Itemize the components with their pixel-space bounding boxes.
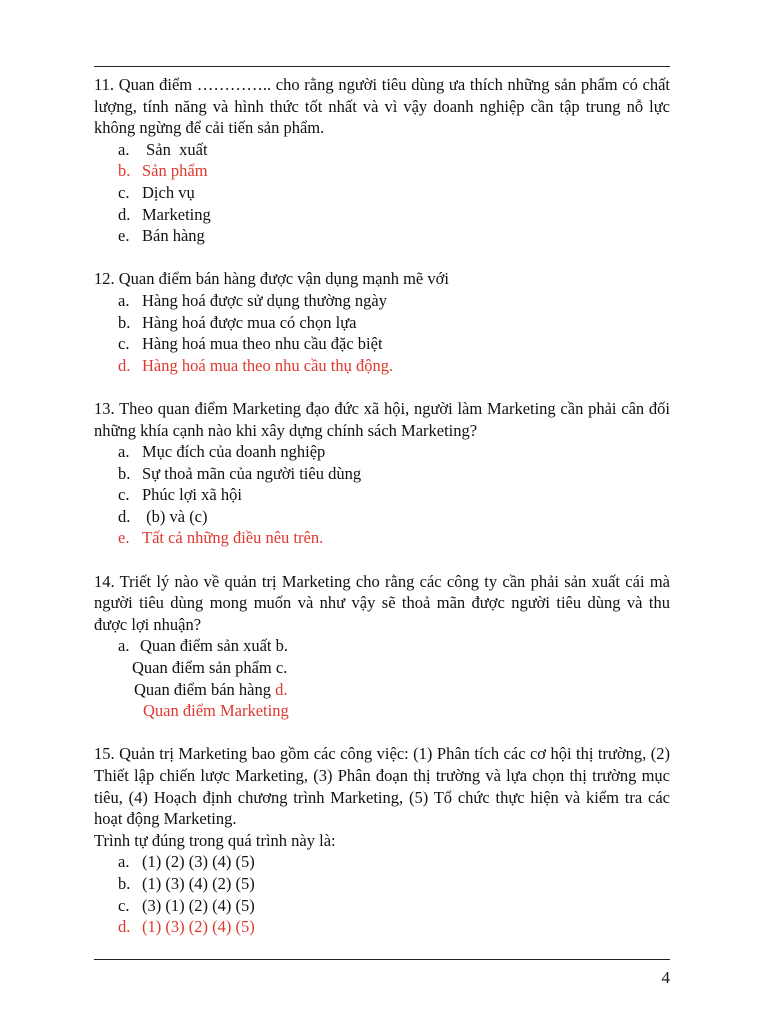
option-d: d. Marketing <box>118 204 211 224</box>
option-a: a. Mục đích của doanh nghiệp <box>118 442 326 462</box>
option-line-3: Quan điểm bán hàng d. <box>134 679 288 699</box>
question-text: 11. Quan điểm ………….. cho rằng người tiêu dùng ưa thích những sản phẩm có chất lượng, tính năng và hình thức tốt nhất và vì vậy doanh nghiệp cần tập trung nỗ lực không ngừng để cải tiến sản phẩm. <box>94 75 670 138</box>
footer-rule <box>94 959 670 960</box>
question-15 <box>94 743 670 937</box>
option-e-correct: e. Tất cả những điều nêu trên. <box>118 528 324 548</box>
options-list <box>94 441 670 549</box>
page-number: 4 <box>661 968 670 987</box>
option-c: c. Dịch vụ <box>118 182 195 202</box>
option-a: a. (1) (2) (3) (4) (5) <box>118 852 255 872</box>
options-list <box>94 851 670 937</box>
header-rule <box>94 66 670 67</box>
option-line-2: Quan điểm sản phẩm c. <box>132 658 288 678</box>
question-13 <box>94 398 670 549</box>
option-b: b. Sự thoả mãn của người tiêu dùng <box>118 463 362 483</box>
option-line-4-correct: Quan điểm Marketing <box>143 701 289 721</box>
option-c: c. Phúc lợi xã hội <box>118 485 242 505</box>
question-12 <box>94 268 670 376</box>
option-d-correct: d. Hàng hoá mua theo nhu cầu thụ động. <box>118 355 394 375</box>
options-list <box>94 139 670 247</box>
option-c: c. Hàng hoá mua theo nhu cầu đặc biệt <box>118 334 383 354</box>
option-b: b. (1) (3) (4) (2) (5) <box>118 873 255 893</box>
option-line-1: a. Quan điểm sản xuất b. <box>118 636 289 656</box>
option-d: d. (b) và (c) <box>118 506 208 526</box>
option-a: a. Sản xuất <box>118 139 208 159</box>
question-text: 15. Quản trị Marketing bao gồm các công việc: (1) Phân tích các cơ hội thị trường, (2) Thiết lập chiến lược Marketing, (3) Phân đoạn thị trường và lựa chọn thị trường mục tiêu, (4) Hoạch định chương trình Marketing, (5) Tổ chức thực hiện và kiểm tra các hoạt động Marketing. <box>94 744 670 829</box>
question-text: 13. Theo quan điểm Marketing đạo đức xã hội, người làm Marketing cần phải cân đối những khía cạnh nào khi xây dựng chính sách Marketing? <box>94 398 670 440</box>
option-e: e. Bán hàng <box>118 226 205 246</box>
option-c: c. (3) (1) (2) (4) (5) <box>118 895 255 915</box>
question-text: 14. Triết lý nào về quản trị Marketing cho rằng các công ty cần phải sản xuất cái mà người tiêu dùng mong muốn và như vậy sẽ thoả mãn được người tiêu dùng và thu được lợi nhuận? <box>94 571 670 634</box>
question-text: 12. Quan điểm bán hàng được vận dụng mạnh mẽ với <box>94 269 449 289</box>
page-content <box>94 74 670 959</box>
option-d-correct: d. (1) (3) (2) (4) (5) <box>118 917 255 937</box>
options-list <box>94 290 670 376</box>
option-b: b. Hàng hoá được mua có chọn lựa <box>118 312 357 332</box>
option-b-correct: b. Sản phẩm <box>118 161 208 181</box>
question-11 <box>94 74 670 247</box>
question-subtext: Trình tự đúng trong quá trình này là: <box>94 830 336 850</box>
option-a: a. Hàng hoá được sử dụng thường ngày <box>118 290 387 310</box>
question-14 <box>94 571 670 722</box>
